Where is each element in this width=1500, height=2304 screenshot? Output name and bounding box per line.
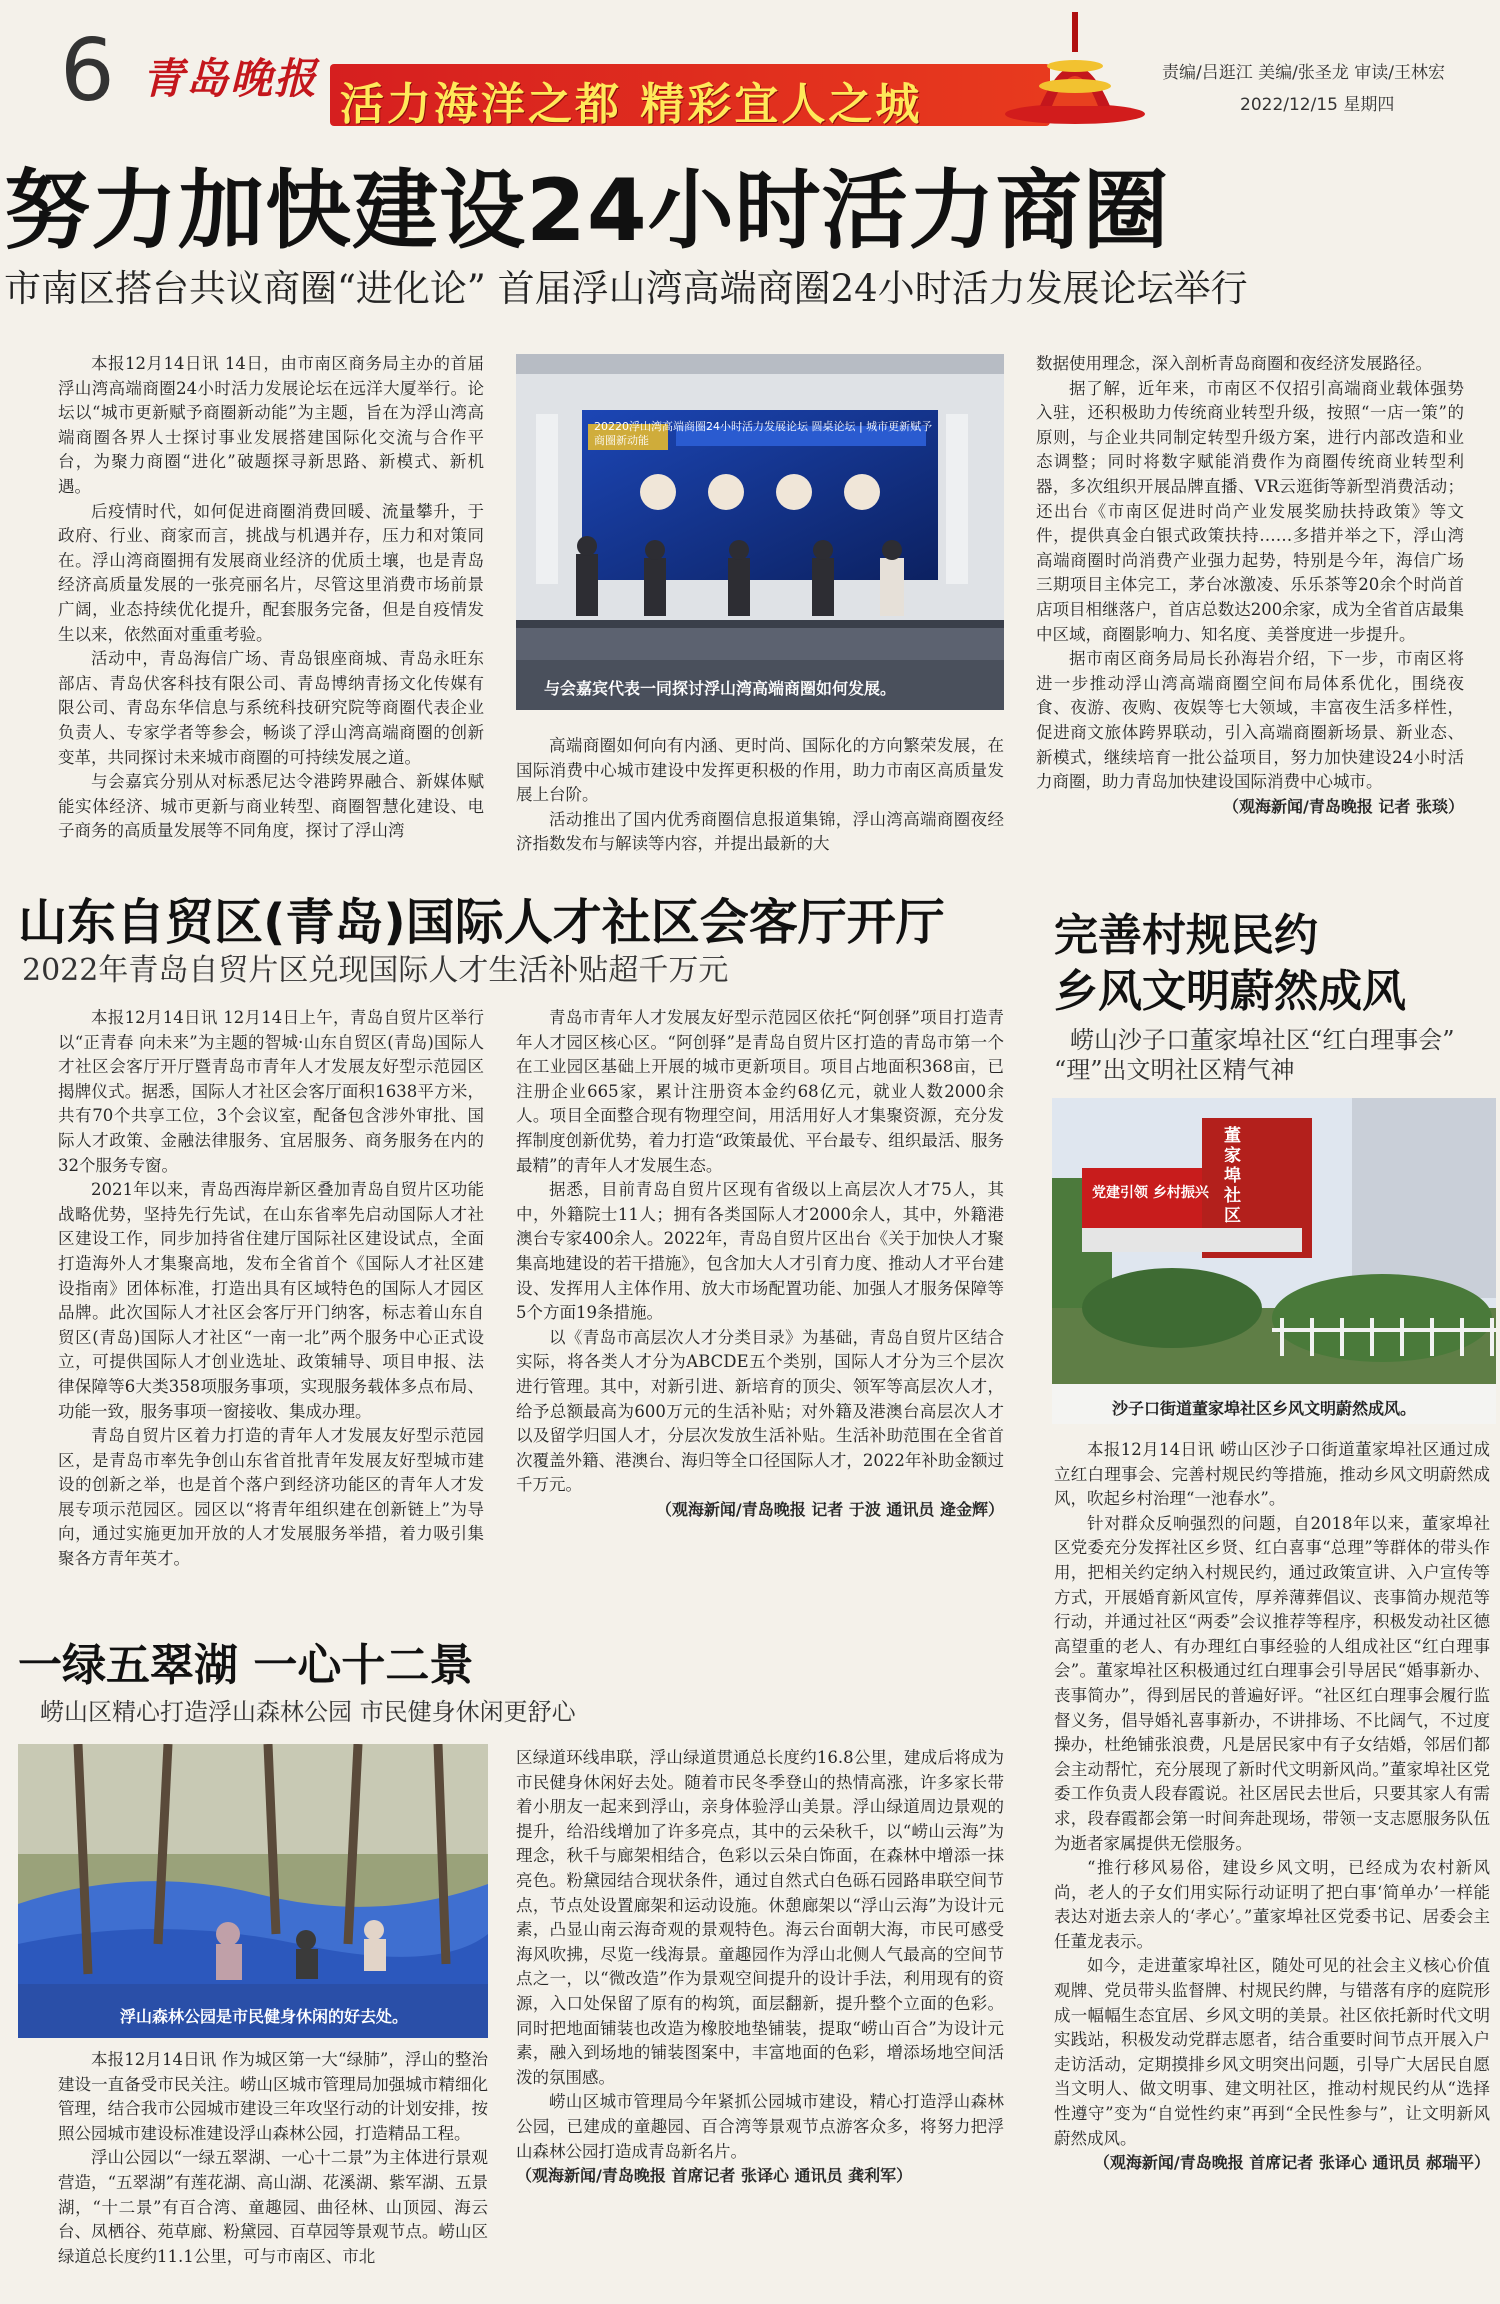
page-number: 6 [60,21,115,121]
park-illustration [18,1744,488,2038]
paragraph: 本报12月14日讯 14日，由市南区商务局主办的首届浮山湾高端商圈24小时活力发展论坛在远洋大厦举行。论坛以“城市更新赋予商圈新动能”为主题，旨在为浮山湾高端商圈各界人士探讨事业发展搭建国际化交流与合作平台，为聚力商圈“进化”破题探寻新思路、新模式、新机遇。 [58,354,484,496]
community-sign: 董家埠社区 [1224,1126,1241,1226]
article2-column-1 [58,1006,484,1604]
article2-subtitle: 2022年青岛自贸片区兑现国际人才生活补贴超千万元 [22,953,729,988]
paragraph: 后疫情时代，如何促进商圈消费回暖、流量攀升，于政府、行业、商家而言，挑战与机遇并存，压力和对策同在。浮山湾商圈拥有发展商业经济的优质土壤，也是青岛经济高质量发展的一张亮丽名片，尽管这里消费市场前景广阔，业态持续优化提升，配套服务完备，但是自疫情发生以来，依然面对重重考验。 [58,501,484,644]
billboard-text: 党建引领 乡村振兴 [1092,1185,1209,1201]
article3-title: 一绿五翠湖 一心十二景 [18,1640,474,1691]
paragraph: “推行移风易俗，建设乡风文明，已经成为农村新风尚，老人的子女们用实际行动证明了把白事‘简单办’一样能表达对逝去亲人的‘孝心’。”董家埠社区党委书记、居委会主任董龙表示。 [1054,1858,1490,1951]
paragraph: 2021年以来，青岛西海岸新区叠加青岛自贸片区功能战略优势，坚持先行先试，在山东省率先启动国际人才社区建设工作，同步加持省住建厅国际社区建设试点，全面打造海外人才集聚高地，发布全省首个《国际人才社区建设指南》团体标准，打造出具有区域特色的国际人才园区品牌。此次国际人才社区会客厅开门纳客，标志着山东自贸区(青岛)国际人才社区“一南一北”两个服务中心正式设立，可提供国际人才创业选址、政策辅导、项目申报、法律保障等6大类358项服务事项，实现服务载体多点布局、功能一致，服务事项一窗接收、集成办理。 [58,1180,484,1421]
paragraph: 如今，走进董家埠社区，随处可见的社会主义核心价值观牌、党员带头监督牌、村规民约牌，与错落有序的庭院形成一幅幅生态宜居、乡风文明的美景。社区依托新时代文明实践站，积极发动党群志愿者，结合重要时间节点开展入户走访活动，定期摸排乡风文明突出问题，引导广大居民自愿当文明人、做文明事、建文明社区，推动村规民约从“选择性遵守”变为“自觉性约束”再到“全民性参与”，让文明新风蔚然成风。 [1054,1956,1490,2148]
article4-column [1054,1438,1490,2300]
park-photo [18,1744,488,2038]
tower-logo-icon [1000,6,1150,126]
article3-subtitle: 崂山区精心打造浮山森林公园 市民健身休闲更舒心 [40,1698,576,1726]
screen-text: 20220浮山湾高端商圈24小时活力发展论坛 圆桌论坛 | 城市更新赋予商圈新动能 [594,420,933,447]
article4-subtitle-line2: “理”出文明社区精气神 [1054,1056,1295,1084]
photo-caption: 沙子口街道董家埠社区乡风文明蔚然成风。 [1112,1399,1417,1418]
article3-byline: （观海新闻/青岛晚报 首席记者 张译心 通讯员 龚利军） [516,2166,913,2186]
article1-byline: （观海新闻/青岛晚报 记者 张琰） [1223,796,1464,816]
paper-name-logo: 青岛晚报 [142,54,319,103]
paragraph: 青岛自贸片区着力打造的青年人才发展友好型示范园区，是青岛市率先争创山东省首批青年发展友好型城市建设的创新之举，也是首个落户到经济功能区的青年人才发展专项示范园区。园区以“将青年组织建在创新链上”为导向，通过实施更加开放的人才发展服务举措，着力吸引集聚各方青年英才。 [58,1426,484,1569]
paragraph: 崂山区城市管理局今年紧抓公园城市建设，精心打造浮山森林公园，已建成的童趣园、百合湾等景观节点游客众多，将努力把浮山森林公园打造成青岛新名片。 [516,2092,1004,2161]
paragraph: 针对群众反响强烈的问题，自2018年以来，董家埠社区党委充分发挥社区乡贤、红白喜事“总理”等群体的带头作用，把相关约定纳入村规民约，通过政策宣讲、入户宣传等方式，开展婚育新风宣传，厚养薄葬倡议、丧事简办规范等行动，并通过社区“两委”会议推荐等程序，积极发动社区德高望重的老人、有办理红白事经验的人组成社区“红白理事会”。董家埠社区积极通过红白理事会引导居民“婚事新办、丧事简办”，得到居民的普遍好评。“社区红白理事会履行监督义务，倡导婚礼喜事新办，不讲排场、不比阔气，不过度操办，杜绝铺张浪费，凡是居民家中有子女结婚，邻居们都会主动帮忙，充分展现了新时代文明新风尚。”董家埠社区党委工作负责人段春霞说。社区居民去世后，只要其家人有需求，段春霞都会第一时间奔赴现场，带领一支志愿服务队伍为逝者家属提供无偿服务。 [1054,1513,1490,1853]
paragraph: 据市南区商务局局长孙海岩介绍，下一步，市南区将进一步推动浮山湾高端商圈空间布局体系优化，围绕夜食、夜游、夜购、夜娱等七大领域，丰富夜生活多样性，促进商文旅体跨界联动，引入高端商圈新场景、新业态、新模式，继续培育一批公益项目，努力加快建设24小时活力商圈，助力青岛加快建设国际消费中心城市。 [1036,649,1464,792]
paragraph: 据了解，近年来，市南区不仅招引高端商业载体强势入驻，还积极助力传统商业转型升级，按照“一店一策”的原则，与企业共同制定转型升级方案，进行内部改造和业态调整；同时将数字赋能消费作为商圈传统商业转型利器，多次组织开展品牌直播、VR云逛街等新型消费活动；还出台《市南区促进时尚产业发展奖励扶持政策》等文件，提供真金白银式政策扶持……多措并举之下，浮山湾高端商圈时尚消费产业强力起势，特别是今年，海信广场三期项目主体完工，茅台冰激凌、乐乐茶等20余个时尚首店项目相继落户，首店总数达200余家，成为全省首店最集中区域，商圈影响力、知名度、美誉度进一步提升。 [1036,378,1464,644]
paragraph: 数据使用理念，深入剖析青岛商圈和夜经济发展路径。 [1036,354,1432,373]
paragraph: 本报12月14日讯 作为城区第一大“绿肺”，浮山的整治建设一直备受市民关注。崂山区城市管理局加强城市精细化管理，结合我市公园城市建设三年攻坚行动的计划安排，按照公园城市建设标准建设浮山森林公园，打造精品工程。 [58,2050,488,2143]
paragraph: 活动推出了国内优秀商圈信息报道集锦，浮山湾高端商圈夜经济指数发布与解读等内容，并提出最新的大 [516,809,1004,854]
paragraph: 浮山公园以“一绿五翠湖、一心十二景”为主体进行景观营造，“五翠湖”有莲花湖、高山湖、花溪湖、紫军湖、五景湖，“十二景”有百合湾、童趣园、曲径林、山顶园、海云台、凤栖谷、苑草廊、粉黛园、百草园等景观节点。崂山区绿道总长度约11.1公里，可与市南区、市北 [58,2148,488,2266]
photo-caption: 浮山森林公园是市民健身休闲的好去处。 [120,2007,409,2026]
article2-title: 山东自贸区(青岛)国际人才社区会客厅开厅 [18,894,945,951]
article4-byline: （观海新闻/青岛晚报 首席记者 张译心 通讯员 郝瑞平） [1093,2153,1490,2173]
paragraph: 青岛市青年人才发展友好型示范园区依托“阿创驿”项目打造青年人才园区核心区。“阿创驿”是青岛自贸片区打造的青岛市第一个在工业园区基础上开展的城市更新项目。项目占地面积368亩，已注册企业665家，累计注册资本金约68亿元，就业人数2000余人。项目全面整合现有物理空间，用活用好人才集聚资源，充分发挥制度创新优势，着力打造“政策最优、平台最专、组织最活、服务最精”的青年人才发展生态。 [516,1008,1004,1175]
article1-column-3 [1036,352,1464,870]
editors-credit: 责编/吕逛江 美编/张圣龙 审读/王林宏 [1162,63,1445,83]
article3-column-1 [58,2048,488,2300]
forum-photo [516,354,1004,710]
article4-title-line2: 乡风文明蔚然成风 [1054,966,1406,1017]
article1-column-1 [58,352,484,862]
paragraph: 与会嘉宾分别从对标悉尼达令港跨界融合、新媒体赋能实体经济、城市更新与商业转型、商圈智慧化建设、电子商务的高质量发展等不同角度，探讨了浮山湾 [58,772,484,841]
banner-slogan: 活力海洋之都 精彩宜人之城 [340,79,923,130]
masthead [0,0,1500,128]
community-photo [1052,1098,1496,1424]
paragraph: 本报12月14日讯 崂山区沙子口街道董家埠社区通过成立红白理事会、完善村规民约等措施，推动乡风文明蔚然成风，吹起乡村治理“一池春水”。 [1054,1440,1490,1509]
issue-date: 2022/12/15 星期四 [1240,95,1395,115]
article3-column-2 [516,1746,1004,2300]
photo-caption: 与会嘉宾代表一同探讨浮山湾高端商圈如何发展。 [544,679,897,698]
paragraph: 据悉，目前青岛自贸片区现有省级以上高层次人才75人，其中，外籍院士11人；拥有各类国际人才2000余人，其中，外籍港澳台专家400余人。2022年，青岛自贸片区出台《关于加快人才聚集高地建设的若干措施》，包含加大人才引育力度、推动人才平台建设、发挥用人主体作用、放大市场配置功能、加强人才服务保障等5个方面19条措施。 [516,1180,1004,1323]
community-illustration [1052,1098,1496,1424]
paragraph: 区绿道环线串联，浮山绿道贯通总长度约16.8公里，建成后将成为市民健身休闲好去处。随着市民冬季登山的热情高涨，许多家长带着小朋友一起来到浮山，亲身体验浮山美景。浮山绿道周边景观的提升，给沿线增加了许多亮点，其中的云朵秋千，以“崂山云海”为理念，秋千与廊架相结合，色彩以云朵白饰面，在森林中增添一抹亮色。粉黛园结合现状条件，通过自然式白色砾石园路串联空间节点，节点处设置廊架和运动设施。休憩廊架以“浮山云海”为设计元素，凸显山南云海奇观的景观特色。海云台面朝大海，市民可感受海风吹拂，尽览一线海景。童趣园作为浮山北侧人气最高的空间节点之一，以“微改造”作为景观空间提升的设计手法，利用现有的资源，入口处保留了原有的构筑，面层翻新，提升整个立面的色彩。同时把地面铺装也改造为橡胶地垫铺装，提取“崂山百合”为设计元素，融入到场地的铺装图案中，丰富地面的色彩，增添场地空间活泼的氛围感。 [516,1748,1004,2087]
article1-column-2 [516,734,1004,862]
article4-title-line1: 完善村规民约 [1054,910,1318,961]
paragraph: 活动中，青岛海信广场、青岛银座商城、青岛永旺东部店、青岛伏客科技有限公司、青岛博纳青扬文化传媒有限公司、青岛东华信息与系统科技研究院等商圈代表企业负责人、专家学者等参会，畅谈了浮山湾高端商圈的创新变革，共同探讨未来城市商圈的可持续发展之道。 [58,649,484,767]
paragraph: 本报12月14日讯 12月14日上午，青岛自贸片区举行以“正青春 向未来”为主题的智城·山东自贸区(青岛)国际人才社区会客厅开厅暨青岛市青年人才发展友好型示范园区揭牌仪式。据悉，国际人才社区会客厅面积1638平方米，共有70个共享工位，3个会议室，配备包含涉外审批、国际人才政策、金融法律服务、宜居服务、商务服务在内的32个服务专窗。 [58,1008,484,1175]
article4-subtitle-line1: 崂山沙子口董家埠社区“红白理事会” [1070,1026,1455,1054]
article1-subtitle: 市南区搭台共议商圈“进化论” 首届浮山湾高端商圈24小时活力发展论坛举行 [4,267,1248,310]
article1-title: 努力加快建设24小时活力商圈 [4,161,1170,261]
paragraph: 以《青岛市高层次人才分类目录》为基础，青岛自贸片区结合实际，将各类人才分为ABCDE五个类别，国际人才分为三个层次进行管理。其中，对新引进、新培育的顶尖、领军等高层次人才，给予总额最高为600万元的生活补贴；对外籍及港澳台高层次人才以及留学归国人才，分层次发放生活补贴。生活补助范围在全省首次覆盖外籍、港澳台、海归等全口径国际人才，2022年补助金额过千万元。 [516,1327,1004,1495]
article2-byline: （观海新闻/青岛晚报 记者 于波 通讯员 逄金辉） [655,1499,1004,1519]
article2-column-2 [516,1006,1004,1612]
paragraph: 高端商圈如何向有内涵、更时尚、国际化的方向繁荣发展，在国际消费中心城市建设中发挥更积极的作用，助力市南区高质量发展上台阶。 [516,736,1004,805]
forum-stage-illustration [516,354,1004,710]
